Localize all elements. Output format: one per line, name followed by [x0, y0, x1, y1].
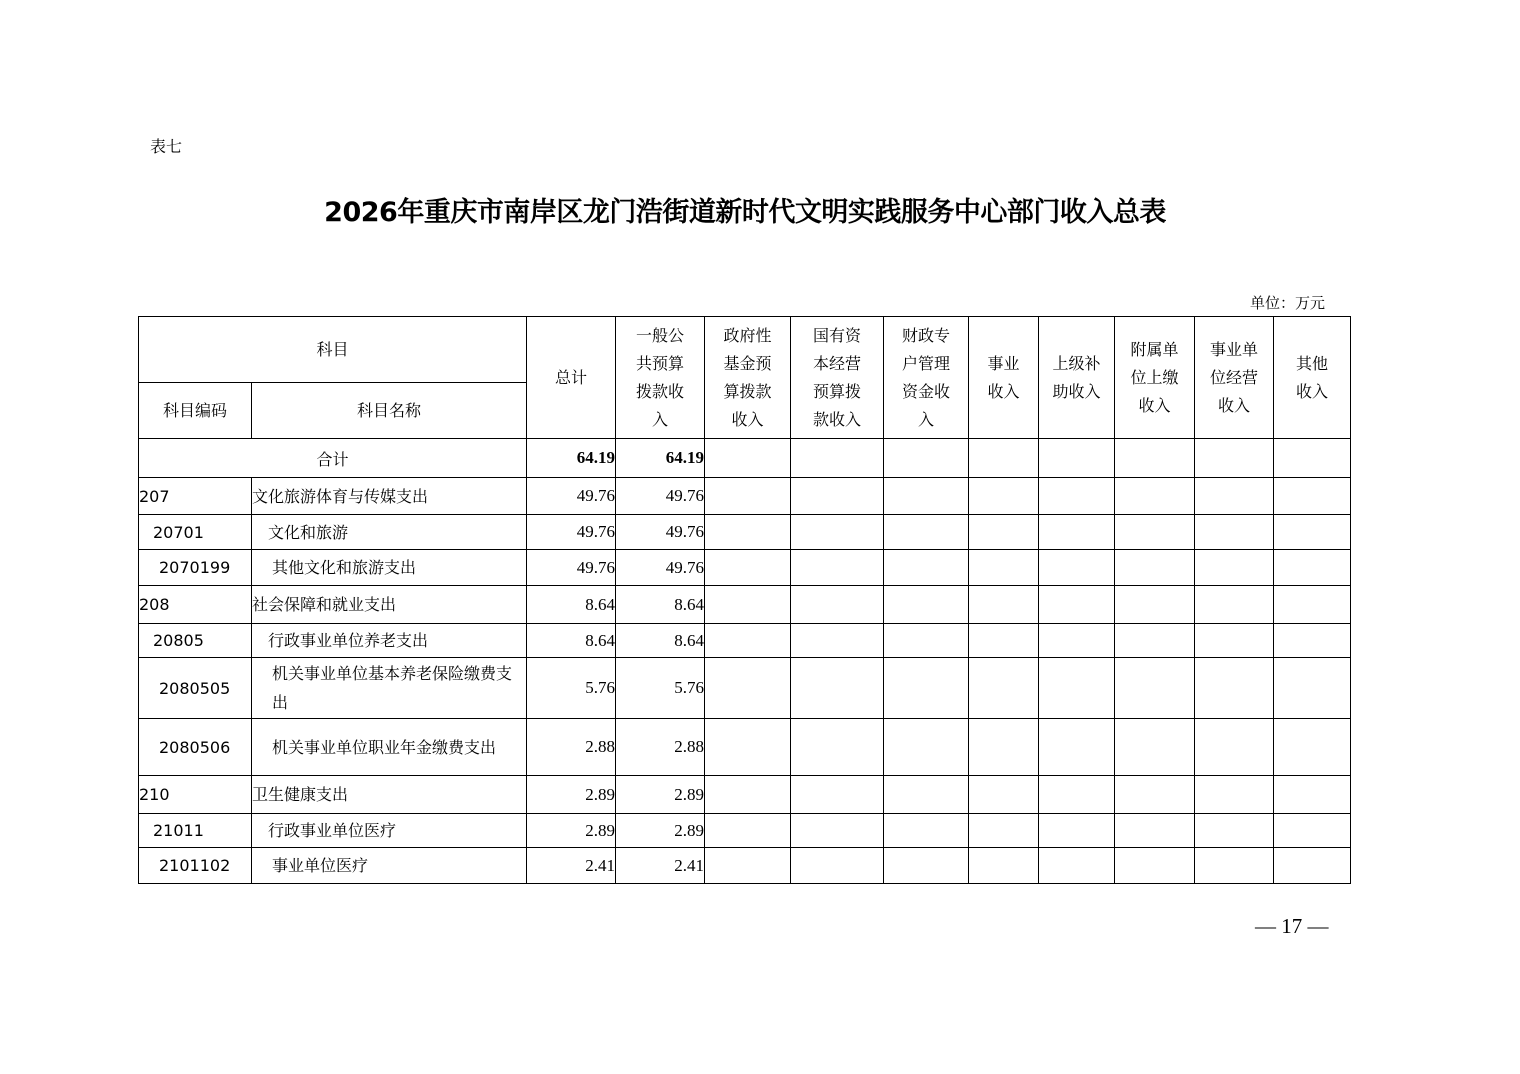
header-code: 科目编码: [139, 383, 252, 439]
row-name: 行政事业单位医疗: [252, 814, 527, 848]
row-total: 2.89: [527, 776, 616, 814]
row-name: 文化旅游体育与传媒支出: [252, 478, 527, 515]
header-superior-subsidy: 上级补助收入: [1039, 317, 1115, 439]
header-affiliated: 附属单位上缴收入: [1115, 317, 1195, 439]
row-total: 49.76: [527, 515, 616, 550]
row-code: 21011: [139, 814, 252, 848]
row-total: 5.76: [527, 658, 616, 719]
table-row: [139, 515, 1351, 550]
header-subject: 科目: [139, 317, 527, 383]
table-row: [139, 848, 1351, 884]
row-general-budget: 49.76: [616, 550, 705, 586]
row-general-budget: 8.64: [616, 624, 705, 658]
row-general-budget: 2.89: [616, 814, 705, 848]
row-total: 8.64: [527, 586, 616, 624]
page-number: — 17 —: [1255, 914, 1329, 938]
row-total: 2.41: [527, 848, 616, 884]
row-general-budget: 8.64: [616, 586, 705, 624]
table-row: [139, 624, 1351, 658]
table-row: [139, 586, 1351, 624]
total-row: [139, 439, 1351, 478]
header-business: 事业收入: [969, 317, 1039, 439]
row-total: 49.76: [527, 478, 616, 515]
row-code: 20701: [139, 515, 252, 550]
row-code: 2101102: [139, 848, 252, 884]
table-row: [139, 814, 1351, 848]
row-total: 8.64: [527, 624, 616, 658]
total-general-budget: 64.19: [616, 439, 705, 478]
row-name: 社会保障和就业支出: [252, 586, 527, 624]
row-general-budget: 49.76: [616, 478, 705, 515]
header-name: 科目名称: [252, 383, 527, 439]
row-code: 2080506: [139, 719, 252, 776]
header-total: 总计: [527, 317, 616, 439]
row-code: 210: [139, 776, 252, 814]
row-general-budget: 49.76: [616, 515, 705, 550]
row-name: 卫生健康支出: [252, 776, 527, 814]
header-gov-fund: 政府性基金预算拨款收入: [705, 317, 791, 439]
row-name: 机关事业单位基本养老保险缴费支出: [252, 658, 527, 719]
header-operating: 事业单位经营收入: [1195, 317, 1274, 439]
row-code: 207: [139, 478, 252, 515]
row-general-budget: 2.41: [616, 848, 705, 884]
table-number-label: 表七: [150, 137, 183, 156]
header-other: 其他收入: [1274, 317, 1351, 439]
total-label: 合计: [139, 439, 527, 478]
row-name: 其他文化和旅游支出: [252, 550, 527, 586]
row-name: 文化和旅游: [252, 515, 527, 550]
table-row: [139, 776, 1351, 814]
row-total: 49.76: [527, 550, 616, 586]
table-row: [139, 719, 1351, 776]
row-general-budget: 2.88: [616, 719, 705, 776]
row-code: 208: [139, 586, 252, 624]
row-code: 20805: [139, 624, 252, 658]
row-code: 2070199: [139, 550, 252, 586]
row-name: 机关事业单位职业年金缴费支出: [252, 719, 527, 776]
unit-label: 单位：万元: [1250, 294, 1326, 312]
table-row: [139, 550, 1351, 586]
total-value: 64.19: [527, 439, 616, 478]
header-general-budget: 一般公共预算拨款收入: [616, 317, 705, 439]
row-total: 2.89: [527, 814, 616, 848]
table-row: [139, 658, 1351, 719]
row-code: 2080505: [139, 658, 252, 719]
header-special-account: 财政专户管理资金收入: [884, 317, 969, 439]
row-name: 行政事业单位养老支出: [252, 624, 527, 658]
row-general-budget: 5.76: [616, 658, 705, 719]
row-general-budget: 2.89: [616, 776, 705, 814]
row-total: 2.88: [527, 719, 616, 776]
document-title: 2026年重庆市南岸区龙门浩街道新时代文明实践服务中心部门收入总表: [324, 197, 1166, 228]
row-name: 事业单位医疗: [252, 848, 527, 884]
header-state-capital: 国有资本经营预算拨款收入: [791, 317, 884, 439]
table-row: [139, 478, 1351, 515]
income-summary-table: [138, 316, 1351, 884]
